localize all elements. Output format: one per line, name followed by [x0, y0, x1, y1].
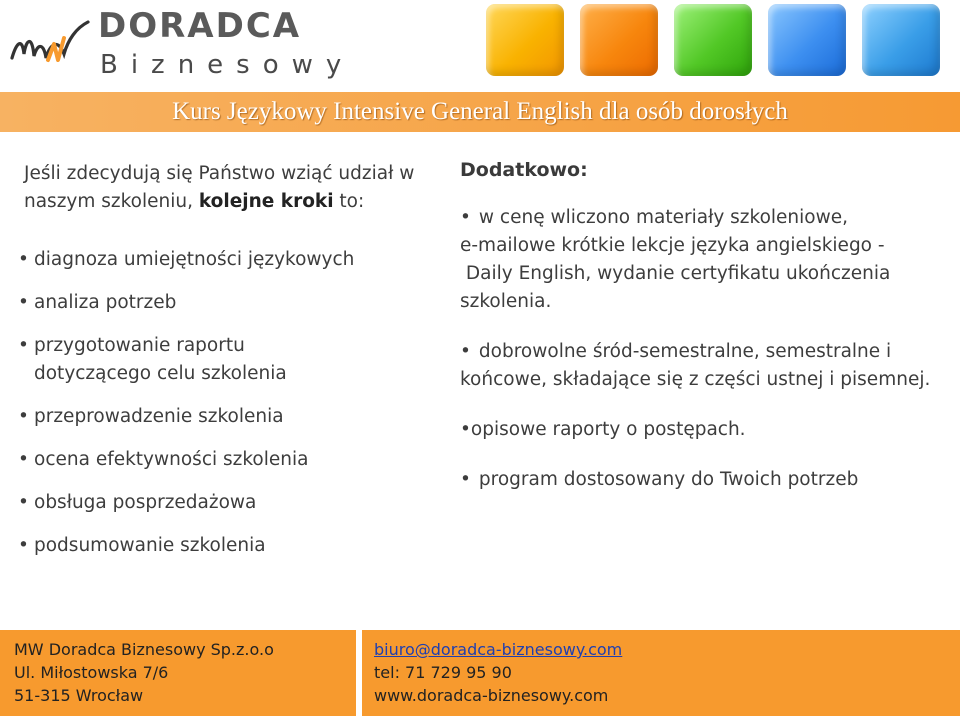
intro-bold: kolejne kroki — [198, 191, 334, 212]
item2-text: dobrowolne śród-semestralne, semestralne i końcowe, składające się z części ustnej i pisemnej. — [460, 341, 931, 390]
intro-pre: Jeśli zdecydują się Państwo wziąć udział w naszym szkoleniu, — [24, 163, 415, 212]
list-item — [460, 416, 940, 444]
list-item: • diagnoza umiejętności językowych — [24, 246, 434, 274]
footer-contact — [362, 630, 960, 716]
item4-text: program dostosowany do Twoich potrzeb — [478, 469, 859, 490]
bullet-icon: • — [460, 419, 471, 440]
page-title: Kurs Językowy Intensive General English dla osób dorosłych — [172, 98, 788, 125]
color-tiles — [486, 4, 940, 76]
website-link[interactable]: www.doradca-biznesowy.com — [374, 686, 609, 705]
item3-text: opisowe raporty o postępach. — [470, 419, 746, 440]
orange-tile — [580, 4, 658, 76]
title-banner — [0, 92, 960, 132]
light-blue-tile — [862, 4, 940, 76]
footer-street: Ul. Miłostowska 7/6 — [14, 663, 169, 682]
footer-city: 51-315 Wrocław — [14, 686, 144, 705]
list-item: • ocena efektywności szkolenia — [24, 446, 434, 474]
footer-company: MW Doradca Biznesowy Sp.z.o.o — [14, 640, 274, 659]
item1-line1: w cenę wliczono materiały szkoleniowe, — [478, 207, 848, 228]
bullet-icon: • — [460, 341, 471, 362]
email-link[interactable]: biuro@doradca-biznesowy.com — [374, 640, 623, 659]
list-item — [460, 466, 940, 494]
company-logo[interactable] — [0, 0, 360, 88]
phone-number: tel: 71 729 95 90 — [374, 663, 512, 682]
footer-address — [0, 630, 356, 716]
additional-list — [460, 204, 940, 494]
blue-tile — [768, 4, 846, 76]
item1-line2: e-mailowe krótkie lekcje języka angielskiego - — [460, 235, 885, 256]
item1-line4: szkolenia. — [460, 291, 552, 312]
item1-line3: Daily English, wydanie certyfikatu ukończenia — [460, 263, 891, 284]
additional-info-section — [460, 156, 940, 516]
mw-signature-icon — [8, 14, 98, 74]
list-item: • analiza potrzeb — [24, 289, 434, 317]
additional-heading: Dodatkowo: — [460, 159, 588, 181]
intro-post: to: — [333, 191, 365, 212]
list-item — [460, 338, 940, 394]
list-item: • obsługa posprzedażowa — [24, 489, 434, 517]
bullet-icon: • — [460, 207, 471, 228]
yellow-tile — [486, 4, 564, 76]
list-item: • podsumowanie szkolenia — [24, 532, 434, 560]
logo-company-subtitle: Biznesowy — [100, 50, 355, 80]
logo-company-name: DORADCA — [98, 6, 302, 46]
green-tile — [674, 4, 752, 76]
list-item: • przeprowadzenie szkolenia — [24, 403, 434, 431]
list-item: • przygotowanie raportu dotyczącego celu szkolenia — [24, 332, 434, 388]
intro-text — [24, 160, 434, 216]
steps-list — [24, 246, 434, 560]
list-item — [460, 204, 940, 316]
next-steps-section — [24, 160, 434, 575]
bullet-icon: • — [460, 469, 471, 490]
